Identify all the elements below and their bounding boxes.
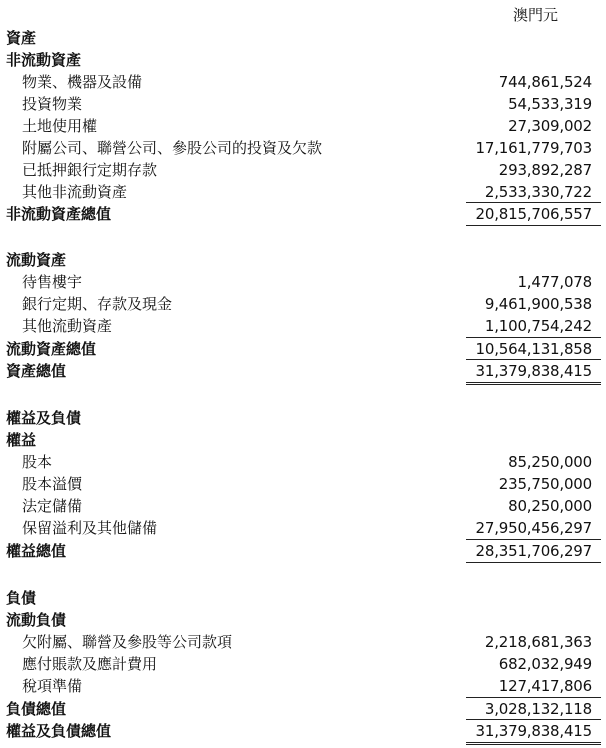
line-item-label: 法定儲備: [22, 497, 83, 515]
line-item: [0, 71, 606, 93]
line-item: [0, 517, 606, 539]
current-liabilities-title: 流動負債: [6, 611, 67, 629]
total-value: 3,028,132,118: [484, 700, 592, 718]
grand-total-rule: [466, 382, 601, 385]
line-item-label: 已抵押銀行定期存款: [22, 161, 158, 179]
line-item-label: 保留溢利及其他儲備: [22, 519, 158, 537]
line-item-label: 股本溢價: [22, 475, 83, 493]
line-item-label: 物業、機器及設備: [22, 73, 143, 91]
total-value: 31,379,838,415: [475, 722, 592, 740]
line-item: [0, 293, 606, 315]
non-current-assets-title: 非流動資產: [6, 51, 82, 69]
line-item-value: 27,950,456,297: [475, 519, 592, 537]
total-rule: [466, 562, 601, 563]
line-item-value: 293,892,287: [498, 161, 592, 179]
line-item: [0, 93, 606, 115]
line-item-value: 1,477,078: [517, 273, 592, 291]
line-item: [0, 181, 606, 203]
line-item-label: 其他非流動資產: [22, 183, 128, 201]
currency-label: 澳門元: [512, 6, 558, 24]
line-item-value: 27,309,002: [508, 117, 592, 135]
line-item-label: 銀行定期、存款及現金: [22, 295, 173, 313]
line-item: [0, 473, 606, 495]
equity-title: 權益: [6, 431, 37, 449]
subsection-heading-current-liabilities: [0, 609, 606, 631]
line-item-label: 稅項準備: [22, 677, 83, 695]
line-item-label: 欠附屬、聯營及參股等公司款項: [22, 633, 233, 651]
line-item-value: 235,750,000: [498, 475, 592, 493]
line-item-value: 2,533,330,722: [484, 183, 592, 201]
line-item-label: 土地使用權: [22, 117, 98, 135]
line-item: [0, 495, 606, 517]
total-label: 流動資產總值: [6, 340, 97, 358]
line-item-value: 9,461,900,538: [484, 295, 592, 313]
subsection-heading-current-assets: [0, 249, 606, 271]
line-item-label: 投資物業: [22, 95, 83, 113]
line-item-value: 127,417,806: [498, 677, 592, 695]
line-item-value: 54,533,319: [508, 95, 592, 113]
subsection-heading-non-current-assets: [0, 49, 606, 71]
line-item: [0, 315, 606, 337]
line-item-value: 744,861,524: [498, 73, 592, 91]
total-label: 權益及負債總值: [6, 722, 112, 740]
total-label: 資產總值: [6, 362, 67, 380]
line-item-value: 1,100,754,242: [484, 317, 592, 335]
line-item-value: 17,161,779,703: [475, 139, 592, 157]
total-label: 非流動資產總值: [6, 205, 112, 223]
total-row-non-current-assets: [0, 203, 606, 225]
line-item: [0, 675, 606, 697]
line-item-label: 應付賬款及應計費用: [22, 655, 158, 673]
total-row-liabilities: [0, 698, 606, 720]
subsection-heading-equity: [0, 429, 606, 451]
line-item: [0, 159, 606, 181]
line-item-value: 80,250,000: [508, 497, 592, 515]
total-row-current-assets: [0, 338, 606, 360]
line-item-label: 股本: [22, 453, 53, 471]
section-heading-equity-liabilities: [0, 407, 606, 429]
line-item-label: 附屬公司、聯營公司、參股公司的投資及欠款: [22, 139, 323, 157]
total-value: 28,351,706,297: [475, 542, 592, 560]
subsection-heading-liabilities: [0, 587, 606, 609]
total-row-equity-liabilities: [0, 720, 606, 742]
total-label: 權益總值: [6, 542, 67, 560]
equity-liabilities-title: 權益及負債: [6, 409, 82, 427]
liabilities-title: 負債: [6, 589, 37, 607]
line-item: [0, 653, 606, 675]
line-item: [0, 451, 606, 473]
line-item-value: 2,218,681,363: [484, 633, 592, 651]
total-value: 20,815,706,557: [475, 205, 592, 223]
line-item-label: 其他流動資產: [22, 317, 113, 335]
total-row-equity: [0, 540, 606, 562]
section-heading-assets: [0, 27, 606, 49]
total-row-assets: [0, 360, 606, 382]
grand-total-rule: [466, 742, 601, 745]
total-value: 31,379,838,415: [475, 362, 592, 380]
line-item: [0, 115, 606, 137]
line-item: [0, 271, 606, 293]
total-label: 負債總值: [6, 700, 67, 718]
assets-title: 資產: [6, 29, 37, 47]
line-item-value: 85,250,000: [508, 453, 592, 471]
line-item-value: 682,032,949: [498, 655, 592, 673]
total-value: 10,564,131,858: [475, 340, 592, 358]
total-rule: [466, 225, 601, 226]
current-assets-title: 流動資產: [6, 251, 67, 269]
line-item: [0, 137, 606, 159]
line-item: [0, 631, 606, 653]
line-item-label: 待售樓宇: [22, 273, 83, 291]
